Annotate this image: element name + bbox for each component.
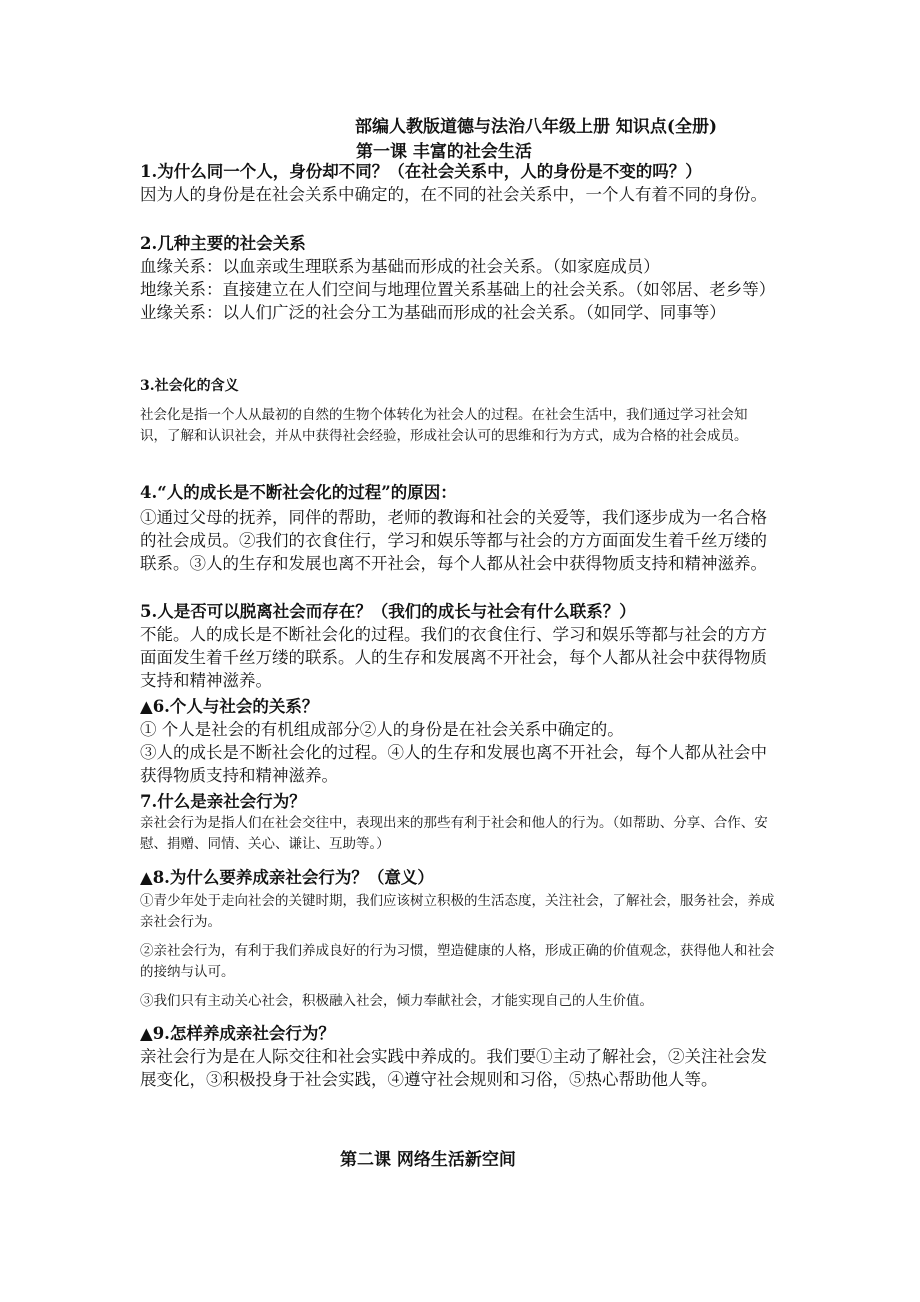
lesson-1-heading: 第一课 丰富的社会生活 — [356, 142, 532, 162]
answer-6-part2: ③人的成长是不断社会化的过程。④人的生存和发展也离不开社会，每个人都从社会中获得物质支持和精神滋养。 — [140, 743, 767, 785]
document-title: 部编人教版道德与法治八年级上册 知识点(全册) — [355, 117, 718, 137]
question-4: 4.“人的成长是不断社会化的过程”的原因： — [140, 483, 457, 502]
section-8 — [140, 866, 780, 1012]
answer-8-part3: ③我们只有主动关心社会，积极融入社会，倾力奉献社会，才能实现自己的人生价值。 — [140, 993, 653, 1009]
section-1 — [140, 160, 780, 206]
section-2 — [140, 232, 780, 324]
section-9 — [140, 1022, 780, 1091]
question-3: 3.社会化的含义 — [140, 378, 239, 394]
question-2: 2.几种主要的社会关系 — [140, 234, 306, 253]
answer-8-part2: ②亲社会行为，有利于我们养成良好的行为习惯，塑造健康的人格，形成正确的价值观念，获得他人和社会的接纳与认可。 — [140, 943, 775, 980]
answer-7: 亲社会行为是指人们在社会交往中，表现出来的那些有利于社会和他人的行为。（如帮助、分享、合作、安慰、捐赠、同情、关心、谦让、互助等。） — [140, 815, 768, 852]
question-9: ▲9.怎样养成亲社会行为？ — [140, 1024, 335, 1043]
question-6: ▲6.个人与社会的关系？ — [140, 697, 319, 716]
answer-6-part1: ① 个人是社会的有机组成部分②人的身份是在社会关系中确定的。 — [140, 720, 624, 739]
question-5: 5.人是否可以脱离社会而存在？（我们的成长与社会有什么联系？） — [140, 602, 636, 621]
lesson-2-heading: 第二课 网络生活新空间 — [340, 1150, 516, 1170]
section-5 — [140, 600, 780, 692]
answer-2-work: 业缘关系：以人们广泛的社会分工为基础而形成的社会关系。（如同学、同事等） — [140, 303, 726, 322]
section-3 — [140, 375, 780, 447]
section-7 — [140, 790, 780, 855]
answer-9: 亲社会行为是在人际交往和社会实践中养成的。我们要①主动了解社会，②关注社会发展变化，③积极投身于社会实践，④遵守社会规则和习俗，⑤热心帮助他人等。 — [140, 1047, 767, 1089]
answer-5: 不能。人的成长是不断社会化的过程。我们的衣食住行、学习和娱乐等都与社会的方方面面发生着千丝万缕的联系。人的生存和发展离不开社会，每个人都从社会中获得物质支持和精神滋养。 — [140, 625, 767, 690]
answer-2-blood: 血缘关系：以血亲或生理联系为基础而形成的社会关系。（如家庭成员） — [140, 257, 660, 276]
answer-1: 因为人的身份是在社会关系中确定的，在不同的社会关系中，一个人有着不同的身份。 — [140, 185, 767, 204]
question-7: 7.什么是亲社会行为？ — [140, 792, 306, 811]
question-1: 1.为什么同一个人，身份却不同？（在社会关系中，人的身份是不变的吗？） — [140, 162, 702, 181]
answer-2-geo: 地缘关系：直接建立在人们空间与地理位置关系基础上的社会关系。（如邻居、老乡等） — [140, 280, 776, 299]
answer-3: 社会化是指一个人从最初的自然的生物个体转化为社会人的过程。在社会生活中，我们通过学习社会知识，了解和认识社会，并从中获得社会经验，形成社会认可的思维和行为方式，成为合格的社会成员。 — [140, 407, 748, 444]
answer-4: ①通过父母的抚养，同伴的帮助，老师的教诲和社会的关爱等，我们逐步成为一名合格的社会成员。②我们的衣食住行，学习和娱乐等都与社会的方方面面发生着千丝万缕的联系。③人的生存和发展也离不开社会，每个人都从社会中获得物质支持和精神滋养。 — [140, 508, 767, 573]
question-8: ▲8.为什么要养成亲社会行为？（意义） — [140, 868, 434, 887]
answer-8-part1: ①青少年处于走向社会的关键时期，我们应该树立积极的生活态度，关注社会，了解社会，服务社会，养成亲社会行为。 — [140, 893, 775, 930]
section-6 — [140, 695, 780, 787]
section-4 — [140, 481, 780, 575]
